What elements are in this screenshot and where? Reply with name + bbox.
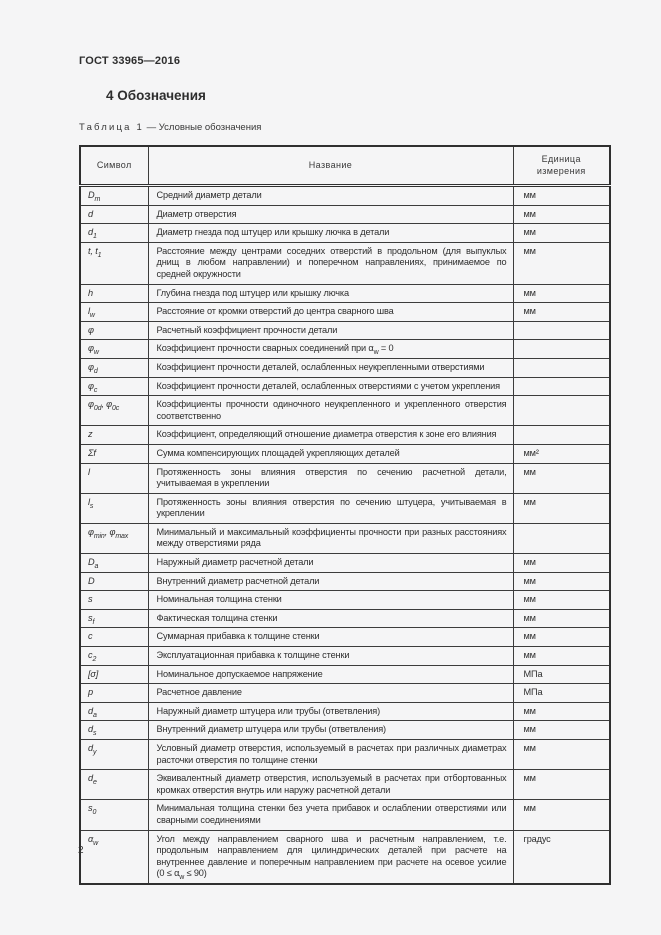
symbol-cell: t, $t_1$ [80,242,148,284]
symbol-cell: $D_a$ [80,554,148,573]
table-row [80,205,610,224]
name-cell: Протяженность зоны влияния отверстия по сечению расчетной детали, учитываемая в укреплении [148,463,513,493]
unit-cell: мм [513,628,610,647]
symbol-cell: $c_2$ [80,647,148,666]
unit-cell: мм [513,647,610,666]
unit-cell [513,377,610,396]
unit-cell [513,426,610,445]
table-row [80,340,610,359]
symbol-cell: $\varphi_w$ [80,340,148,359]
symbol-cell: $\varphi_{0d}$, $\varphi_{0c}$ [80,396,148,426]
symbol-cell: $\varphi_d$ [80,358,148,377]
unit-cell: мм [513,740,610,770]
table-caption [79,122,261,133]
name-cell: Коэффициенты прочности одиночного неукрепленного и укрепленного отверстия соответственно [148,396,513,426]
name-cell: Протяженность зоны влияния отверстия по сечению штуцера, учитываемая в укреплении [148,493,513,523]
symbol-cell: $\varphi_{min}$, $\varphi_{max}$ [80,523,148,553]
name-cell: Коэффициент, определяющий отношение диаметра отверстия к зоне его влияния [148,426,513,445]
table-row [80,721,610,740]
name-cell: Внутренний диаметр штуцера или трубы (ответвления) [148,721,513,740]
table-row [80,426,610,445]
symbol-cell: $d_e$ [80,770,148,800]
unit-cell [513,358,610,377]
table-row [80,444,610,463]
table-row [80,628,610,647]
unit-cell [513,523,610,553]
table-row [80,609,610,628]
unit-cell: мм [513,303,610,322]
symbol-cell: z [80,426,148,445]
name-cell: Расстояние от кромки отверстий до центра сварного шва [148,303,513,322]
table-row [80,377,610,396]
name-cell: Наружный диаметр расчетной детали [148,554,513,573]
unit-cell: мм [513,205,610,224]
symbol-cell: $d_1$ [80,224,148,243]
unit-cell: мм [513,609,610,628]
table-row [80,242,610,284]
name-cell: Условный диаметр отверстия, используемый в расчетах при различных диаметрах расточки отверстия по толщине стенки [148,740,513,770]
table-caption-text: — Условные обозначения [143,122,262,133]
symbol-cell: $s_f$ [80,609,148,628]
unit-cell: мм [513,721,610,740]
table-row [80,800,610,830]
unit-cell: МПа [513,684,610,703]
unit-cell: МПа [513,665,610,684]
symbol-cell: $\varphi_c$ [80,377,148,396]
table-row [80,358,610,377]
name-cell: Средний диаметр детали [148,186,513,206]
unit-cell: мм [513,224,610,243]
symbol-cell: l [80,463,148,493]
name-cell: Диаметр отверстия [148,205,513,224]
table-row [80,572,610,591]
symbol-cell: D [80,572,148,591]
symbol-cell: $\alpha_w$ [80,830,148,884]
name-cell: Коэффициент прочности деталей, ослабленных отверстиями с учетом укрепления [148,377,513,396]
table-row [80,463,610,493]
table-row [80,647,610,666]
name-cell: Наружный диаметр штуцера или трубы (ответвления) [148,702,513,721]
table-row [80,770,610,800]
symbol-cell: $d_s$ [80,721,148,740]
table-row [80,684,610,703]
symbol-cell: $l_s$ [80,493,148,523]
running-header: ГОСТ 33965—2016 [79,55,181,67]
name-cell: Минимальный и максимальный коэффициенты прочности при разных расстояниях между отверстиями ряда [148,523,513,553]
column-header-unit: Единица измерения [513,146,610,186]
unit-cell [513,321,610,340]
table-row [80,321,610,340]
table-row [80,702,610,721]
symbol-cell: c [80,628,148,647]
unit-cell: мм [513,186,610,206]
unit-cell [513,396,610,426]
page-number: 2 [78,845,84,856]
symbol-cell: $d_y$ [80,740,148,770]
table-row [80,554,610,573]
table-caption-label: Таблица 1 [79,122,144,133]
name-cell: Эксплуатационная прибавка к толщине стенки [148,647,513,666]
table-body [80,186,610,884]
name-cell: Эквивалентный диаметр отверстия, используемый в расчетах при отбортованных кромках отверстия внутрь или наружу расчетной детали [148,770,513,800]
name-cell: Расчетный коэффициент прочности детали [148,321,513,340]
name-cell: Коэффициент прочности деталей, ослабленных неукрепленными отверстиями [148,358,513,377]
name-cell: Минимальная толщина стенки без учета прибавок и ослаблении отверстиями или сварными соединениями [148,800,513,830]
unit-cell: мм [513,242,610,284]
table-row [80,396,610,426]
unit-cell: мм [513,702,610,721]
symbol-cell: $s_0$ [80,800,148,830]
symbol-cell: Σf [80,444,148,463]
name-cell: Угол между направлением сварного шва и расчетным направлением, т.е. продольным направлением для цилиндрических деталей при расчете на внутреннее давление и поперечным направлением при расчете на осевое усилие $(0 \le \alpha_w \le 90)$ [148,830,513,884]
column-header-name: Название [148,146,513,186]
symbol-cell: φ [80,321,148,340]
name-cell: Расстояние между центрами соседних отверстий в продольном (для выпуклых днищ в любом направлении) и поперечном направлениях, принимаемое по средней окружности [148,242,513,284]
table-row [80,224,610,243]
name-cell: Номинальная толщина стенки [148,591,513,610]
name-cell: Внутренний диаметр расчетной детали [148,572,513,591]
symbol-cell: $d_a$ [80,702,148,721]
table-row [80,523,610,553]
unit-cell: градус [513,830,610,884]
symbol-cell: $D_m$ [80,186,148,206]
unit-cell: мм [513,284,610,303]
name-cell: Сумма компенсирующих площадей укрепляющих деталей [148,444,513,463]
unit-cell: мм [513,770,610,800]
unit-cell: мм [513,463,610,493]
table-row [80,284,610,303]
symbol-cell: [σ] [80,665,148,684]
name-cell: Коэффициент прочности сварных соединений при $\alpha_w = 0$ [148,340,513,359]
table-row [80,591,610,610]
section-title: 4 Обозначения [106,88,206,103]
name-cell: Фактическая толщина стенки [148,609,513,628]
symbol-cell: h [80,284,148,303]
table-header-row [80,146,610,186]
table-row [80,493,610,523]
name-cell: Суммарная прибавка к толщине стенки [148,628,513,647]
symbol-cell: p [80,684,148,703]
table-row [80,740,610,770]
name-cell: Расчетное давление [148,684,513,703]
unit-cell: мм [513,493,610,523]
name-cell: Диаметр гнезда под штуцер или крышку лючка в детали [148,224,513,243]
unit-cell: мм [513,591,610,610]
name-cell: Номинальное допускаемое напряжение [148,665,513,684]
table-row [80,665,610,684]
symbol-cell: $l_w$ [80,303,148,322]
unit-cell: мм [513,800,610,830]
unit-cell [513,340,610,359]
table-row [80,830,610,884]
column-header-symbol: Символ [80,146,148,186]
symbol-cell: d [80,205,148,224]
unit-cell: мм [513,554,610,573]
table-row [80,303,610,322]
table-row [80,186,610,206]
name-cell: Глубина гнезда под штуцер или крышку лючка [148,284,513,303]
unit-cell: мм² [513,444,610,463]
designations-table [79,145,611,885]
symbol-cell: s [80,591,148,610]
unit-cell: мм [513,572,610,591]
